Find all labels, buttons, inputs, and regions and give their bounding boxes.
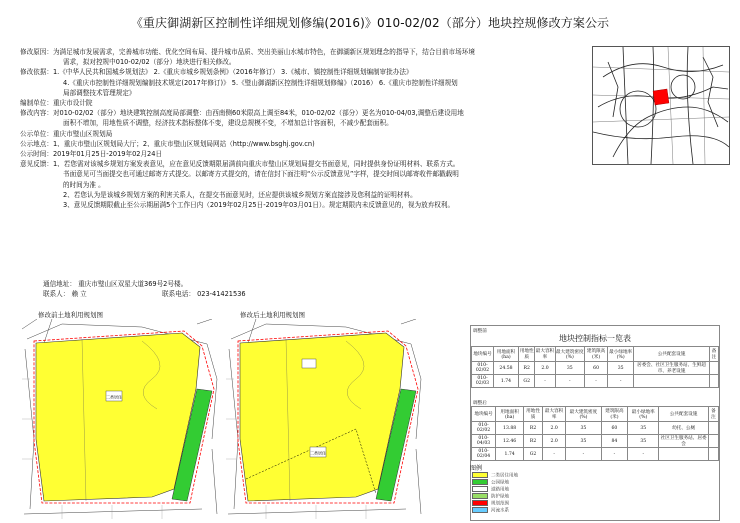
table-cell: - (555, 375, 585, 388)
legend-title: 图例 (470, 465, 483, 472)
after-label: 调整后 (473, 401, 487, 406)
section-line (20, 129, 112, 139)
table-cell (708, 422, 718, 435)
table-header-cell: 最大建筑密度(%) (566, 407, 601, 422)
table-cell: - (585, 375, 608, 388)
section-text: 局部调整技术管理规定》 (63, 88, 136, 97)
table-cell: 1.74 (493, 375, 518, 388)
before-land-use-map (22, 319, 222, 519)
section-line (20, 67, 413, 77)
section-label: 修改内容： (20, 109, 53, 118)
section-label: 编制单位： (20, 99, 53, 107)
table-row (472, 422, 719, 435)
section-label: 公示时间： (20, 150, 53, 158)
table-cell: 010-02/02 (472, 422, 496, 435)
table-cell (634, 375, 710, 388)
table-cell: 010-02/02 (472, 362, 494, 375)
contact-person: 联系人： 赖 立 (43, 290, 87, 298)
table-title: 地块控制指标一览表 (559, 334, 631, 343)
location-map-drawing (593, 47, 729, 164)
table-cell (708, 435, 718, 448)
residential-lot (240, 333, 404, 501)
section-line (20, 108, 464, 118)
section-text: 重庆市璧山区规划局 (52, 129, 113, 138)
table-cell: - (601, 448, 628, 461)
legend-swatch (472, 479, 488, 485)
table-cell: 010-02/04 (472, 448, 496, 461)
table-cell: 12.46 (496, 435, 524, 448)
before-map-drawing (22, 319, 222, 519)
legend-swatch (472, 500, 488, 506)
residential-lot (36, 333, 200, 501)
table-cell: R2 (519, 362, 535, 375)
table-header-cell: 用地面积(ha) (496, 407, 524, 422)
table-cell: 60 (585, 362, 608, 375)
table-row (472, 435, 719, 448)
legend-swatch (472, 486, 488, 492)
table-cell: 35 (608, 362, 634, 375)
page-title: 《重庆御湖新区控制性详细规划修编(2016)》010-02/02（部分）地块控规修改方案公示 (130, 16, 610, 30)
section-line (20, 78, 458, 88)
table-header-cell: 最大建筑密度(%) (555, 347, 585, 362)
section-line (20, 190, 417, 200)
table-cell: 13.88 (496, 422, 524, 435)
section-text: 对010-02/02（部分）地块建筑控制高度局部调整：由西南侧60米限高上调至84米，010-02/02（部分）更名为010-04/03,调整后建设用地 (52, 109, 464, 118)
section-label: 修改原因： (20, 48, 53, 56)
table-cell: - (542, 448, 565, 461)
legend-item (472, 472, 518, 479)
legend-item (472, 493, 509, 500)
after-land-use-map (226, 319, 426, 519)
table-cell: 2.0 (542, 422, 565, 435)
table-header-cell: 用地面积(ha) (493, 347, 518, 362)
table-header-cell: 备注 (709, 347, 718, 362)
table-cell: - (535, 375, 555, 388)
section-line (20, 98, 93, 108)
table-row (472, 448, 719, 461)
section-line (20, 47, 475, 57)
table-cell: 2.0 (542, 435, 565, 448)
table-cell: 60 (601, 422, 628, 435)
table-cell: 2.0 (535, 362, 555, 375)
table-header-cell: 最小绿地率(%) (628, 407, 659, 422)
section-text: 3、意见反馈期限截止至公示期届满5个工作日内（2019年02月25日-2019年03月01日）。规定期限内未反馈意见的，视为放弃权利。 (63, 201, 455, 209)
table-cell: 35 (555, 362, 585, 375)
table-cell: 24.58 (493, 362, 518, 375)
table-cell: 35 (566, 422, 601, 435)
after-map-title: 修改后土地利用规划图 (240, 311, 305, 319)
section-text: 重庆市设计院 (52, 99, 93, 107)
section-line (20, 139, 315, 149)
table-header-cell: 公共配套设施 (634, 347, 710, 362)
lot-tag-before: 二类居住 (106, 394, 122, 400)
section-label: 公示单位： (20, 129, 53, 138)
table-cell: 35 (628, 435, 659, 448)
section-line (20, 200, 454, 210)
table-header-row (472, 347, 719, 362)
table-cell: 010-02/03 (472, 375, 494, 388)
table-header-cell: 建筑限高(米) (601, 407, 628, 422)
table-header-cell: 地块编号 (472, 407, 496, 422)
section-label: 修改依据： (20, 68, 53, 77)
table-header-row (472, 407, 719, 422)
table-cell: 84 (601, 435, 628, 448)
table-cell: - (628, 448, 659, 461)
table-cell: R2 (524, 422, 543, 435)
legend-label: 规划范围 (491, 501, 509, 507)
contact-phone: 联系电话： 023-41421536 (162, 290, 246, 298)
table-header-cell: 最小绿地率(%) (608, 347, 634, 362)
table-header-cell: 公共配套设施 (659, 407, 709, 422)
table-cell (709, 375, 718, 388)
legend-item (472, 486, 509, 493)
section-text: 4.《重庆市控制性详细规划编制技术规定(2017年修订)》 5.《璧山御湖新区控制性详细规划修编》（2016） 6.《重庆市控制性详细规划 (63, 78, 458, 87)
before-table (471, 346, 719, 388)
table-cell: G2 (519, 375, 535, 388)
table-cell: 010-04/03 (472, 435, 496, 448)
section-label: 公示地点： (20, 139, 53, 148)
lot-tag-after: 二类居住 (310, 450, 326, 456)
legend-item (472, 500, 509, 507)
legend-label: 河流水系 (491, 508, 509, 514)
table-cell (709, 362, 718, 375)
section-line (20, 159, 459, 169)
after-map-drawing (226, 319, 426, 519)
section-text: 的时间为准 。 (63, 180, 105, 189)
table-header-cell: 用地性质 (524, 407, 543, 422)
table-cell (708, 448, 718, 461)
legend-label: 公园绿地 (491, 480, 509, 486)
legend-item (472, 507, 509, 514)
section-text: 1.《中华人民共和国城乡规划法》 2.《重庆市城乡规划条例》（2016年修订） 3.《城市、镇控制性详细规划编制审批办法》 (52, 68, 413, 77)
table-cell (659, 448, 709, 461)
table-cell: 35 (628, 422, 659, 435)
table-cell: 社区卫生服务站、居委会 (660, 436, 707, 447)
legend-item (472, 479, 509, 486)
section-line (20, 169, 459, 179)
table-row (472, 375, 719, 388)
table-header-cell: 备注 (708, 407, 718, 422)
table-row (472, 362, 719, 375)
site-marker (653, 89, 669, 105)
section-text: 1、重庆市璧山区规划局大厅；2、重庆市璧山区规划局网站（http://www.bsghj.gov.cn) (52, 139, 315, 148)
legend-swatch (472, 493, 488, 499)
after-table (471, 406, 719, 461)
section-text: 需求，拟对控规中010-02/02（部分）地块进行相关修改。 (63, 58, 236, 67)
table-header-cell: 建筑限高(米) (585, 347, 608, 362)
table-cell: 居委会、社区卫生服务站、生鲜超市、养老设施 (634, 362, 710, 375)
legend-label: 二类居住用地 (491, 473, 518, 479)
section-text: 为满足城市发展需求，完善城市功能、优化空间布局、提升城市品质、突出美丽山水城市特色，在御湖新区规划理念的指导下，结合目前市场环境 (52, 48, 475, 56)
location-map (592, 46, 730, 165)
table-cell: - (566, 448, 601, 461)
section-text: 2、若您认为是该城乡规划方案的利害关系人，在提交书面意见时，还应提供该城乡规划方案直接涉及您利益的证明材料。 (63, 190, 417, 199)
section-text: 书面意见可当面提交也可通过邮寄方式提交。以邮寄方式提交的，请在信封下面注明“公示反馈意见”字样，提交时间以邮寄收件邮戳载明 (63, 170, 459, 179)
legend-swatch (472, 507, 488, 513)
table-cell: - (608, 375, 634, 388)
section-line (20, 88, 136, 98)
before-label: 调整前 (473, 329, 487, 334)
legend-label: 防护绿地 (491, 494, 509, 500)
legend-label: 道路用地 (491, 487, 509, 493)
table-cell: G2 (524, 448, 543, 461)
table-cell: 幼托、公厕 (659, 422, 709, 435)
section-label: 意见反馈： (20, 160, 53, 169)
table-cell: 1.74 (496, 448, 524, 461)
section-line (20, 180, 105, 190)
section-text: 1、若您需对该城乡规划方案发表意见，应在意见反馈期限届满前向重庆市璧山区规划局提交书面意见，同时提供身份证明材料、联系方式。 (52, 160, 460, 169)
table-header-cell: 最大容积率 (535, 347, 555, 362)
table-cell: R2 (524, 435, 543, 448)
contact-address: 通信地址： 重庆市璧山区双星大道369号2号楼。 (43, 280, 188, 288)
section-text: 面积不增加，用地性质不调整，经济技术指标整体不变，建设总规模不变，不增加总计容面积，不减少配套面积。 (63, 119, 393, 128)
section-line (20, 57, 235, 67)
table-header-cell: 地块编号 (472, 347, 494, 362)
before-map-title: 修改前土地利用规划图 (38, 311, 103, 319)
table-header-cell: 最大容积率 (542, 407, 565, 422)
table-cell: 35 (566, 435, 601, 448)
table-header-cell: 用地性质 (519, 347, 535, 362)
section-line (20, 118, 393, 128)
legend-swatch (472, 472, 488, 478)
section-text: 2019年01月25日-2019年02月24日 (52, 150, 163, 158)
section-line (20, 149, 162, 159)
